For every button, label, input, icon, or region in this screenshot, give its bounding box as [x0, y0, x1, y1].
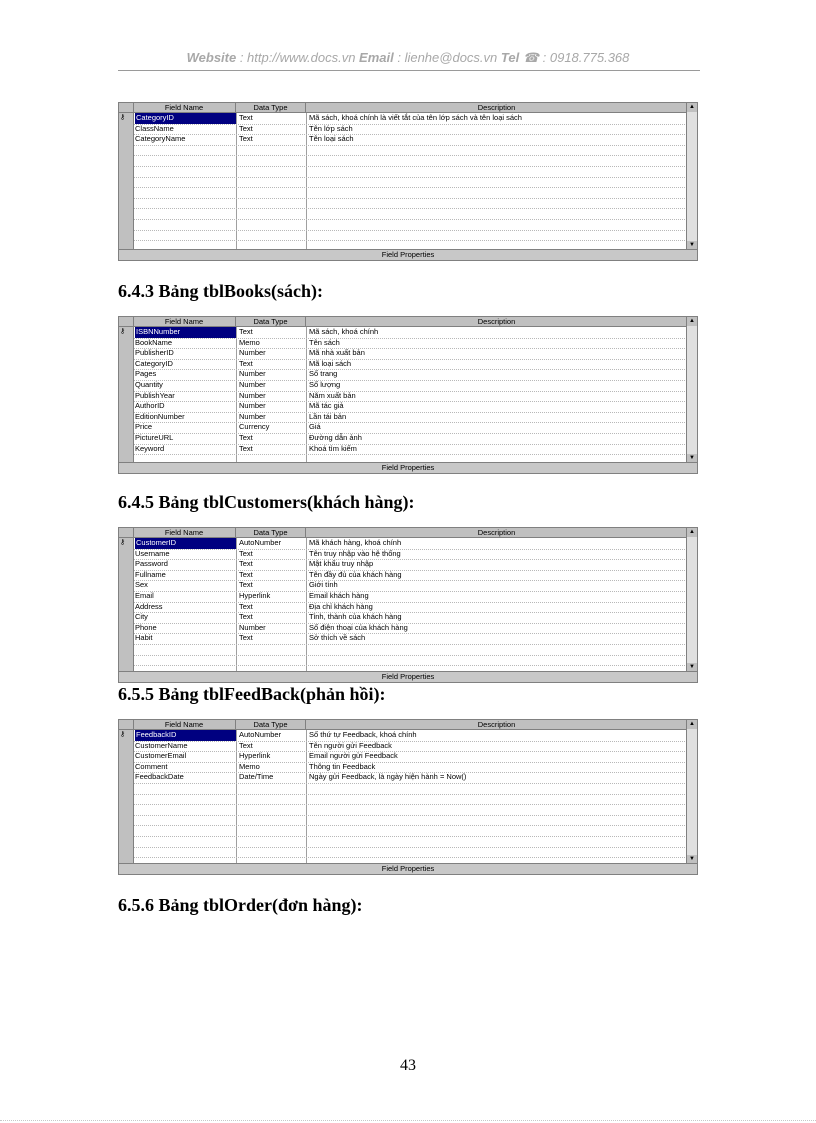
data-type-cell[interactable]: Text	[239, 113, 253, 122]
data-type-cell[interactable]: Text	[239, 443, 253, 453]
grid-body	[119, 113, 687, 249]
field-name-cell[interactable]: CustomerName	[135, 740, 188, 750]
field-name-cell[interactable]: FeedbackDate	[135, 772, 184, 782]
field-name-cell[interactable]: ClassName	[135, 123, 174, 133]
design-grid-categories	[118, 102, 698, 261]
description-cell[interactable]: Mật khẩu truy nhập	[309, 559, 374, 569]
primary-key-icon: ⚷	[120, 539, 126, 545]
data-type-cell[interactable]: Text	[239, 569, 253, 579]
heading-tblorder: 6.5.6 Bảng tblOrder(đơn hàng):	[118, 895, 363, 915]
description-cell[interactable]: Giới tính	[309, 580, 338, 590]
description-cell[interactable]: Tên truy nhập vào hệ thống	[309, 548, 401, 558]
field-name-cell[interactable]: Pages	[135, 369, 157, 379]
column-header-description[interactable]: Description	[477, 103, 516, 112]
column-header-field-name[interactable]: Field Name	[133, 528, 236, 537]
description-cell[interactable]: Đường dẫn ảnh	[309, 433, 362, 442]
description-cell[interactable]: Năm xuất bản	[309, 390, 356, 400]
field-name-cell[interactable]: Comment	[135, 761, 168, 771]
field-properties-bar: Field Properties	[119, 462, 697, 473]
description-cell[interactable]: Mã khách hàng, khoá chính	[309, 538, 402, 547]
data-type-cell[interactable]: Hyperlink	[239, 751, 271, 761]
page-bottom-border	[0, 1120, 816, 1121]
column-header-description[interactable]: Description	[477, 317, 516, 326]
header-corner	[119, 317, 134, 326]
field-name-cell[interactable]: PictureURL	[135, 433, 174, 442]
field-properties-bar: Field Properties	[119, 671, 697, 682]
field-name-cell[interactable]: Fullname	[135, 569, 166, 579]
data-type-cell[interactable]: Text	[239, 612, 253, 622]
grid-body	[119, 327, 687, 462]
data-type-cell[interactable]: Number	[239, 390, 266, 400]
scroll-down-icon[interactable]: ▼	[687, 663, 697, 672]
description-cell[interactable]: Mã tác giả	[309, 401, 344, 411]
data-type-cell[interactable]: Text	[239, 134, 253, 144]
data-type-cell[interactable]: Number	[239, 369, 266, 379]
column-header-data-type[interactable]: Data Type	[236, 317, 306, 326]
data-type-cell[interactable]: Number	[239, 401, 266, 411]
header-corner	[119, 528, 134, 537]
description-cell[interactable]: Email người gửi Feedback	[309, 751, 398, 761]
vertical-scrollbar[interactable]	[686, 103, 697, 250]
field-name-cell[interactable]: CategoryName	[135, 134, 186, 144]
scroll-down-icon[interactable]: ▼	[687, 241, 697, 250]
data-type-cell[interactable]: Text	[239, 433, 253, 442]
field-name-cell[interactable]: PublishYear	[135, 390, 175, 400]
phone-icon: ☎	[522, 50, 540, 65]
field-name-cell[interactable]: CustomerEmail	[135, 751, 187, 761]
description-cell[interactable]: Tên loại sách	[309, 134, 354, 144]
description-cell[interactable]: Thông tin Feedback	[309, 761, 376, 771]
scroll-down-icon[interactable]: ▼	[687, 454, 697, 463]
website-value: : http://www.docs.vn	[236, 50, 360, 65]
grid-column-header	[119, 103, 697, 113]
data-type-cell[interactable]: Number	[239, 411, 266, 421]
data-type-cell[interactable]: Text	[239, 327, 253, 336]
description-cell[interactable]: Email khách hàng	[309, 591, 369, 600]
data-type-cell[interactable]: Text	[239, 123, 253, 133]
website-label: Website	[186, 50, 237, 65]
data-type-cell[interactable]: Text	[239, 580, 253, 590]
data-type-cell[interactable]: AutoNumber	[239, 538, 282, 547]
description-cell[interactable]: Số điện thoại của khách hàng	[309, 622, 408, 632]
description-cell[interactable]: Tên lớp sách	[309, 123, 353, 133]
field-name-cell[interactable]: PublisherID	[135, 348, 174, 358]
data-type-cell[interactable]: Number	[239, 622, 266, 632]
field-name-cell[interactable]: Username	[135, 548, 170, 558]
description-cell[interactable]: Mã sách, khoá chính	[309, 327, 379, 336]
grid-column-header	[119, 528, 697, 538]
page-number: 43	[400, 1057, 416, 1074]
description-cell[interactable]: Sở thích về sách	[309, 633, 366, 643]
primary-key-icon: ⚷	[120, 328, 126, 334]
field-name-cell[interactable]: Habit	[135, 633, 153, 643]
field-name-cell[interactable]: Sex	[135, 580, 148, 590]
field-name-cell[interactable]: Password	[135, 559, 168, 569]
field-name-cell[interactable]: Phone	[135, 622, 157, 632]
data-type-cell[interactable]: Text	[239, 740, 253, 750]
data-type-cell[interactable]: Memo	[239, 761, 260, 771]
vertical-scrollbar[interactable]	[686, 528, 697, 672]
field-name-cell[interactable]: CategoryID	[135, 113, 236, 124]
field-name-cell[interactable]: Address	[135, 601, 163, 611]
header-corner	[119, 103, 134, 112]
data-type-cell[interactable]: AutoNumber	[239, 730, 282, 739]
column-header-field-name[interactable]: Field Name	[133, 720, 236, 729]
field-properties-bar: Field Properties	[119, 863, 697, 874]
description-cell[interactable]: Ngày gửi Feedback, là ngày hiện hành = Now()	[309, 772, 467, 782]
scroll-up-icon[interactable]: ▲	[687, 720, 697, 729]
design-grid-tblcustomers	[118, 527, 698, 683]
data-type-cell[interactable]: Text	[239, 601, 253, 611]
field-properties-bar: Field Properties	[119, 249, 697, 260]
grid-column-header	[119, 720, 697, 730]
description-cell[interactable]: Lần tái bản	[309, 411, 347, 421]
field-name-cell[interactable]: CustomerID	[135, 538, 236, 549]
scroll-up-icon[interactable]: ▲	[687, 317, 697, 326]
data-type-cell[interactable]: Number	[239, 380, 266, 389]
field-name-cell[interactable]: CategoryID	[135, 358, 173, 368]
description-cell[interactable]: Mã sách, khoá chính là viết tắt của tên lớp sách và tên loại sách	[309, 113, 522, 122]
header-divider	[118, 70, 700, 71]
description-cell[interactable]: Giá	[309, 422, 321, 432]
field-name-cell[interactable]: City	[135, 612, 148, 622]
header-corner	[119, 720, 134, 729]
design-grid-tblfeedback	[118, 719, 698, 875]
scroll-down-icon[interactable]: ▼	[687, 855, 697, 864]
data-type-cell[interactable]: Hyperlink	[239, 591, 271, 600]
data-type-cell[interactable]: Date/Time	[239, 772, 274, 782]
grid-body	[119, 730, 687, 863]
data-type-cell[interactable]: Text	[239, 358, 253, 368]
field-name-cell[interactable]: Email	[135, 591, 154, 600]
field-name-cell[interactable]: EditionNumber	[135, 411, 185, 421]
description-cell[interactable]: Số trang	[309, 369, 338, 379]
field-name-cell[interactable]: ISBNNumber	[135, 327, 236, 338]
grid-column-header	[119, 317, 697, 327]
vertical-scrollbar[interactable]	[686, 720, 697, 864]
column-header-field-name[interactable]: Field Name	[133, 103, 236, 112]
vertical-scrollbar[interactable]	[686, 317, 697, 463]
field-name-cell[interactable]: Price	[135, 422, 153, 432]
tel-label: Tel	[500, 50, 520, 65]
description-cell[interactable]: Số lượng	[309, 380, 341, 389]
column-header-data-type[interactable]: Data Type	[236, 528, 306, 537]
data-type-cell[interactable]: Text	[239, 559, 253, 569]
scroll-up-icon[interactable]: ▲	[687, 103, 697, 112]
description-cell[interactable]: Tỉnh, thành của khách hàng	[309, 612, 402, 622]
data-type-cell[interactable]: Currency	[239, 422, 270, 432]
column-header-data-type[interactable]: Data Type	[236, 720, 306, 729]
heading-tblcustomers: 6.4.5 Bảng tblCustomers(khách hàng):	[118, 492, 415, 512]
primary-key-icon: ⚷	[120, 114, 126, 120]
data-type-cell[interactable]: Text	[239, 548, 253, 558]
email-label: Email	[359, 50, 394, 65]
data-type-cell[interactable]: Number	[239, 348, 266, 358]
description-cell[interactable]: Số thứ tự Feedback, khoá chính	[309, 730, 417, 739]
scroll-up-icon[interactable]: ▲	[687, 528, 697, 537]
description-cell[interactable]: Địa chỉ khách hàng	[309, 601, 373, 611]
column-header-description[interactable]: Description	[477, 720, 516, 729]
design-grid-tblbooks	[118, 316, 698, 474]
description-cell[interactable]: Tên người gửi Feedback	[309, 740, 392, 750]
description-cell[interactable]: Tên sách	[309, 337, 340, 347]
column-header-field-name[interactable]: Field Name	[133, 317, 236, 326]
field-name-cell[interactable]: AuthorID	[135, 401, 165, 411]
description-cell[interactable]: Khoá tìm kiếm	[309, 443, 357, 453]
description-cell[interactable]: Tên đầy đủ của khách hàng	[309, 569, 402, 579]
data-type-cell[interactable]: Memo	[239, 337, 260, 347]
column-header-data-type[interactable]: Data Type	[236, 103, 306, 112]
grid-body	[119, 538, 687, 671]
field-name-cell[interactable]: Keyword	[135, 443, 165, 453]
heading-tblfeedback: 6.5.5 Bảng tblFeedBack(phản hồi):	[118, 684, 386, 704]
field-name-cell[interactable]: BookName	[135, 337, 173, 347]
email-value: : lienhe@docs.vn	[393, 50, 501, 65]
field-name-cell[interactable]: Quantity	[135, 380, 163, 389]
data-type-cell[interactable]: Text	[239, 633, 253, 643]
primary-key-icon: ⚷	[120, 731, 126, 737]
heading-tblbooks: 6.4.3 Bảng tblBooks(sách):	[118, 281, 324, 301]
field-name-cell[interactable]: FeedbackID	[135, 730, 236, 741]
page-header	[0, 50, 816, 66]
description-cell[interactable]: Mã nhà xuất bản	[309, 348, 365, 358]
column-header-description[interactable]: Description	[477, 528, 516, 537]
tel-value: : 0918.775.368	[539, 50, 630, 65]
description-cell[interactable]: Mã loại sách	[309, 358, 352, 368]
